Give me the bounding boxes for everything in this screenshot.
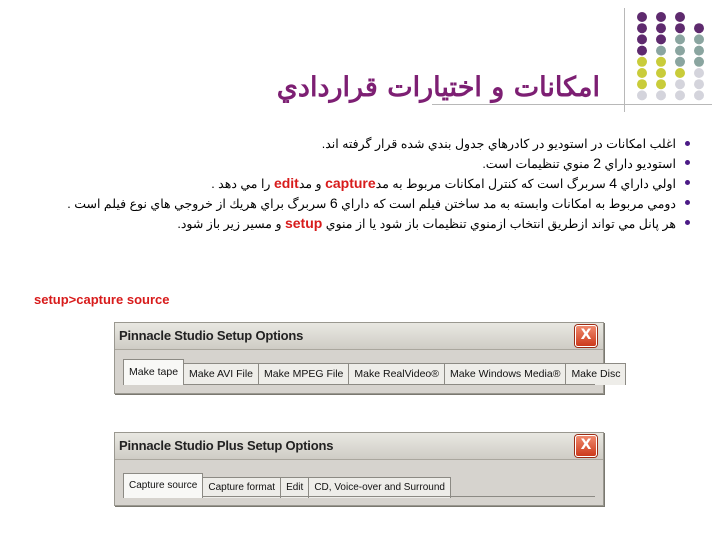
bullet-1: اغلب امكانات در استوديو در كادرهاي جدول بندي شده قرار گرفته اند. — [16, 136, 690, 152]
tab-make-disc[interactable]: Make Disc — [565, 363, 626, 385]
tab-strip — [123, 473, 450, 498]
tab-make-windows-media[interactable]: Make Windows Media® — [444, 363, 566, 385]
menu-path: setup>capture source — [34, 292, 170, 307]
bullet-2: استوديو داراي 2 منوي تنظيمات است. — [16, 155, 690, 172]
decor-dot — [675, 90, 685, 100]
decor-dot — [675, 34, 685, 44]
decor-dot — [637, 90, 647, 100]
decor-dot — [675, 12, 685, 22]
decor-dot — [656, 79, 666, 89]
dialog-title: Pinnacle Studio Setup Options — [119, 328, 304, 343]
bullet-4: دومي مربوط به امكانات وابسته به مد ساختن فيلم است كه داراي 6 سربرگ براي هريك از خروجي هاي نوع فيلم است . — [16, 195, 690, 212]
decor-dot — [694, 34, 704, 44]
tab-cd-voice-over-surround[interactable]: CD, Voice-over and Surround — [308, 477, 451, 498]
tab-make-realvideo[interactable]: Make RealVideo® — [348, 363, 445, 385]
dialog-title: Pinnacle Studio Plus Setup Options — [119, 438, 334, 453]
tab-baseline — [123, 384, 595, 385]
decor-dot — [656, 68, 666, 78]
decor-dot — [637, 79, 647, 89]
decor-dot — [675, 23, 685, 33]
decor-dot — [637, 23, 647, 33]
decor-dot — [694, 57, 704, 67]
decor-vertical-line — [624, 8, 625, 112]
decor-dot — [656, 57, 666, 67]
setup-keyword: setup — [284, 215, 323, 231]
tab-make-tape[interactable]: Make tape — [123, 359, 184, 385]
decor-dot — [637, 68, 647, 78]
decor-dot — [656, 90, 666, 100]
decor-dot — [656, 34, 666, 44]
close-button[interactable]: X — [575, 435, 597, 457]
studio-plus-setup-dialog — [114, 432, 604, 506]
decor-dot — [637, 46, 647, 56]
decor-dot — [656, 12, 666, 22]
tab-make-mpeg-file[interactable]: Make MPEG File — [258, 363, 349, 385]
close-button[interactable]: X — [575, 325, 597, 347]
decor-dot — [694, 23, 704, 33]
studio-setup-dialog — [114, 322, 621, 394]
decor-dot — [675, 68, 685, 78]
decor-dot — [694, 46, 704, 56]
edit-keyword: edit — [273, 175, 299, 191]
decor-dot — [637, 34, 647, 44]
bullet-5: هر پانل مي تواند ازطريق انتخاب ازمنوي تنظيمات باز شود يا از منوي setup و مسير زير باز شود. — [16, 215, 690, 232]
tab-capture-format[interactable]: Capture format — [202, 477, 281, 498]
tab-strip — [123, 359, 625, 385]
decor-dot — [675, 46, 685, 56]
tab-make-avi-file[interactable]: Make AVI File — [183, 363, 259, 385]
slide-title: امكانات و اختيارات قراردادي — [276, 72, 600, 103]
decor-dot — [694, 90, 704, 100]
decor-dot — [637, 12, 647, 22]
decor-dot-grid — [632, 10, 716, 102]
tab-capture-source[interactable]: Capture source — [123, 473, 203, 498]
decor-dot — [637, 57, 647, 67]
decor-dot — [675, 57, 685, 67]
bullet-list — [16, 136, 690, 235]
decor-dot — [694, 68, 704, 78]
bullet-3: اولي داراي 4 سربرگ است كه كنترل امكانات مربوط به مدcapture و مدedit را مي دهد . — [16, 175, 690, 192]
dialog-titlebar — [115, 433, 603, 460]
capture-keyword: capture — [325, 175, 376, 191]
dialog-titlebar — [115, 323, 603, 350]
decor-dot — [656, 46, 666, 56]
tab-edit[interactable]: Edit — [280, 477, 309, 498]
decor-dot — [656, 23, 666, 33]
decor-dot — [675, 79, 685, 89]
decor-dot — [694, 79, 704, 89]
